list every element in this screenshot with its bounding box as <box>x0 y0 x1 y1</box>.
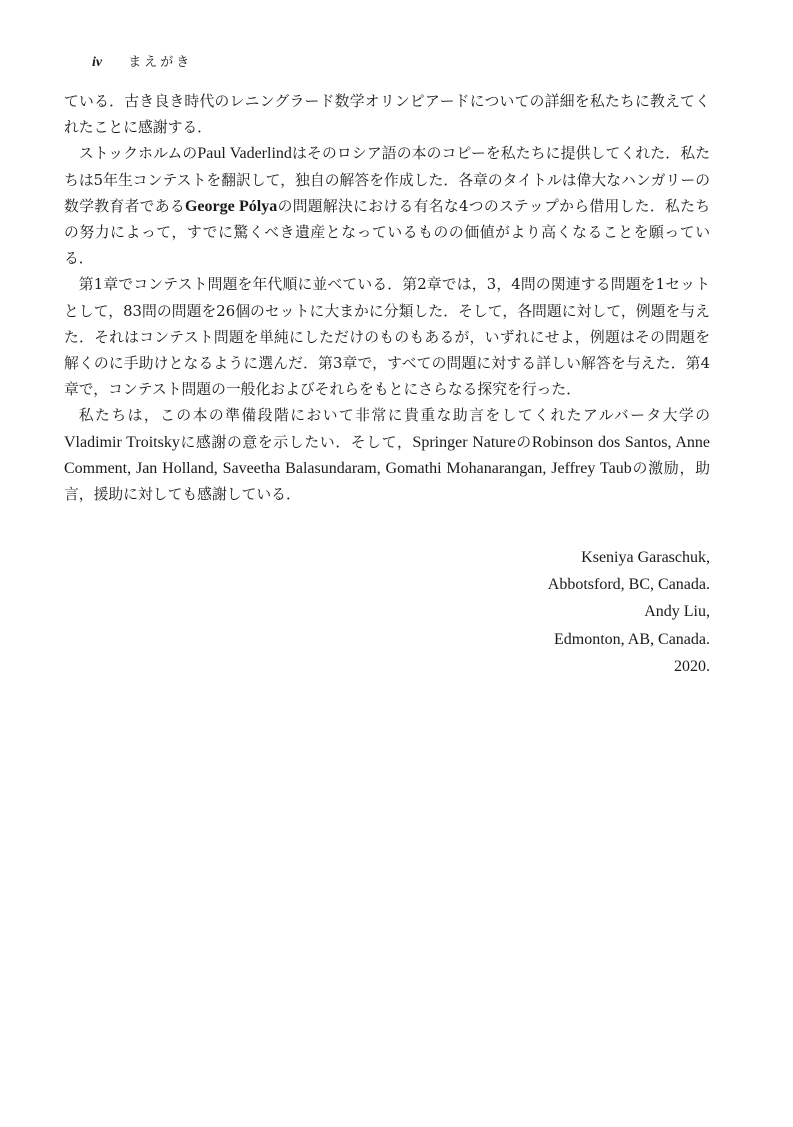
paragraph-4-text-c: の <box>515 433 532 451</box>
signature-year: 2020. <box>674 657 710 675</box>
paragraph-4-text-d: の激励，助言，援助に対しても感謝している． <box>64 459 710 504</box>
running-header <box>92 54 192 72</box>
author-1: Kseniya Garaschuk, <box>581 549 710 566</box>
paragraph-2-text-c: の問題解決における有名な4つのステップから借用した．私たちの努力によって，すでに驚くべき遺産となっているものの価値がより高くなることを願っている． <box>64 197 710 268</box>
signature-block <box>548 544 710 680</box>
paragraph-2 <box>64 141 710 272</box>
running-title: まえがき <box>128 55 193 70</box>
paragraph-3: 第1章でコンテスト問題を年代順に並べている．第2章では，3，4問の関連する問題を1セットとして，83問の問題を26個のセットに大まかに分類した．そして，各問題に対して，例題を与えた．それはコンテスト問題を単純にしただけのものもあるが，いずれにせよ，例題はその問題を解くのに手助けとなるように選んだ．第3章で，すべての問題に対する詳しい解答を与えた．第4章で，コンテスト問題の一般化およびそれらをもとにさらなる探究を行った． <box>64 276 710 399</box>
paragraph-4-text-a: 私たちは，この本の準備段階において非常に貴重な助言をしてくれたアルバータ大学の <box>78 407 710 425</box>
paragraph-4-text-b: に感謝の意を示したい．そして， <box>179 433 413 451</box>
name-george-polya: George Pólya <box>184 197 278 215</box>
publisher-springer-nature: Springer Nature <box>412 433 516 451</box>
name-paul-vaderlind: Paul Vaderlind <box>197 145 292 163</box>
acknowledged-names: Robinson dos Santos, Anne Comment, Jan Holland, Saveetha Balasundaram, Gomathi Mohanarangan, Jeffrey Taub <box>64 433 710 477</box>
paragraph-1: ている．古き良き時代のレニングラード数学オリンピアードについての詳細を私たちに教えてくれたことに感謝する． <box>64 93 710 137</box>
paragraph-4 <box>64 403 710 508</box>
author-2-location: Edmonton, AB, Canada. <box>554 630 710 648</box>
preface-body <box>64 89 710 508</box>
author-1-location: Abbotsford, BC, Canada. <box>547 576 710 594</box>
author-2: Andy Liu, <box>644 603 710 621</box>
name-vladimir-troitsky: Vladimir Troitsky <box>64 433 180 451</box>
paragraph-2-text-b: はそのロシア語の本のコピーを私たちに提供してくれた．私たちは5年生コンテストを翻訳して，独自の解答を作成した．各章のタイトルは偉大なハンガリーの数学教育者である <box>64 145 710 215</box>
page-number: iv <box>92 55 103 70</box>
paragraph-2-text-a: ストックホルムの <box>78 145 198 163</box>
